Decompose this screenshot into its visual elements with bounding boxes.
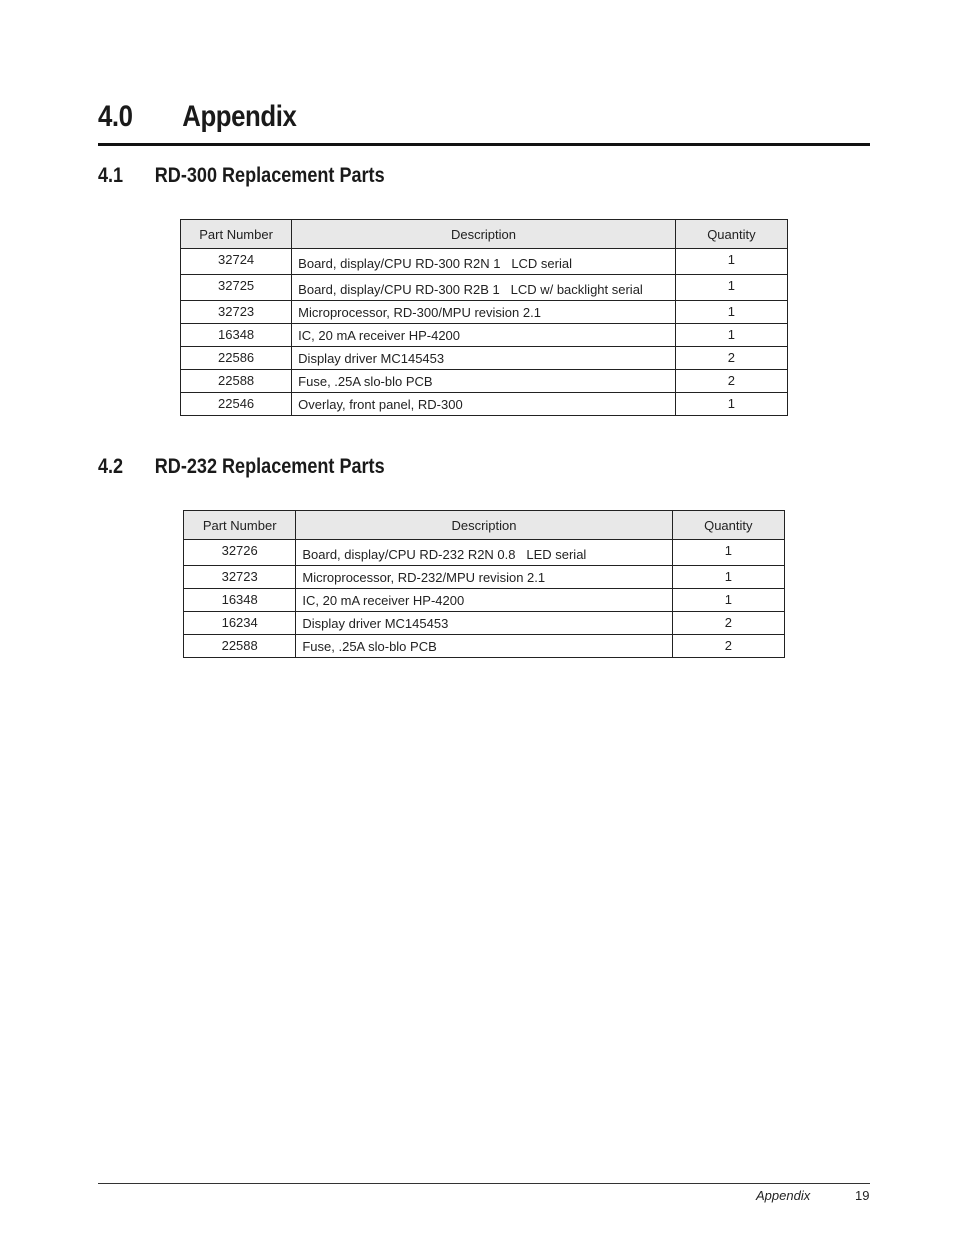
section-heading-rd232: [98, 455, 385, 479]
table-header-row: [181, 220, 788, 249]
cell-part-number: 22586: [181, 347, 292, 370]
table-row: [184, 589, 785, 612]
cell-description: Microprocessor, RD-232/MPU revision 2.1: [296, 566, 672, 589]
cell-description: Display driver MC145453: [292, 347, 676, 370]
cell-quantity: 1: [672, 540, 784, 566]
cell-part-number: 32723: [184, 566, 296, 589]
cell-description: IC, 20 mA receiver HP-4200: [296, 589, 672, 612]
cell-quantity: 1: [675, 393, 787, 416]
cell-description: Board, display/CPU RD-300 R2B 1 LCD w/ backlight serial: [292, 275, 676, 301]
section-heading-rd300: [98, 164, 385, 188]
cell-quantity: 2: [675, 347, 787, 370]
cell-part-number: 22588: [184, 635, 296, 658]
section-title: RD-232 Replacement Parts: [154, 455, 385, 478]
table-row: [181, 370, 788, 393]
cell-quantity: 1: [675, 249, 787, 275]
table-row: [181, 249, 788, 275]
section-number: 4.2: [98, 455, 124, 478]
page-number: 19: [855, 1188, 870, 1203]
cell-quantity: 1: [675, 275, 787, 301]
header-quantity: Quantity: [672, 511, 784, 540]
header-description: Description: [296, 511, 672, 540]
cell-description: Microprocessor, RD-300/MPU revision 2.1: [292, 301, 676, 324]
cell-part-number: 16348: [181, 324, 292, 347]
page-title-text: Appendix: [182, 100, 297, 133]
page-title: [98, 100, 296, 134]
cell-part-number: 22588: [181, 370, 292, 393]
cell-quantity: 1: [675, 324, 787, 347]
page-title-number: 4.0: [98, 100, 133, 133]
footer-section-name: Appendix: [756, 1188, 811, 1203]
title-divider: [98, 143, 870, 146]
header-description: Description: [292, 220, 676, 249]
section-title: RD-300 Replacement Parts: [154, 164, 385, 187]
cell-part-number: 32725: [181, 275, 292, 301]
cell-description: IC, 20 mA receiver HP-4200: [292, 324, 676, 347]
table-row: [184, 635, 785, 658]
header-quantity: Quantity: [675, 220, 787, 249]
section-number: 4.1: [98, 164, 124, 187]
table-row: [184, 612, 785, 635]
cell-part-number: 32724: [181, 249, 292, 275]
table-row: [181, 393, 788, 416]
cell-quantity: 1: [672, 589, 784, 612]
cell-description: Fuse, .25A slo-blo PCB: [292, 370, 676, 393]
rd232-parts-table: [183, 510, 785, 658]
cell-part-number: 32726: [184, 540, 296, 566]
table-row: [181, 324, 788, 347]
table-row: [184, 540, 785, 566]
cell-part-number: 16348: [184, 589, 296, 612]
header-part-number: Part Number: [184, 511, 296, 540]
footer-divider: [98, 1183, 870, 1184]
cell-quantity: 2: [672, 635, 784, 658]
table-header-row: [184, 511, 785, 540]
cell-quantity: 2: [672, 612, 784, 635]
cell-part-number: 22546: [181, 393, 292, 416]
rd300-parts-table: [180, 219, 788, 416]
cell-part-number: 16234: [184, 612, 296, 635]
header-part-number: Part Number: [181, 220, 292, 249]
cell-description: Fuse, .25A slo-blo PCB: [296, 635, 672, 658]
cell-description: Display driver MC145453: [296, 612, 672, 635]
cell-quantity: 1: [672, 566, 784, 589]
table-row: [181, 275, 788, 301]
cell-quantity: 2: [675, 370, 787, 393]
cell-description: Board, display/CPU RD-232 R2N 0.8 LED serial: [296, 540, 672, 566]
table-row: [181, 301, 788, 324]
cell-quantity: 1: [675, 301, 787, 324]
table-row: [181, 347, 788, 370]
cell-part-number: 32723: [181, 301, 292, 324]
cell-description: Overlay, front panel, RD-300: [292, 393, 676, 416]
cell-description: Board, display/CPU RD-300 R2N 1 LCD serial: [292, 249, 676, 275]
table-row: [184, 566, 785, 589]
